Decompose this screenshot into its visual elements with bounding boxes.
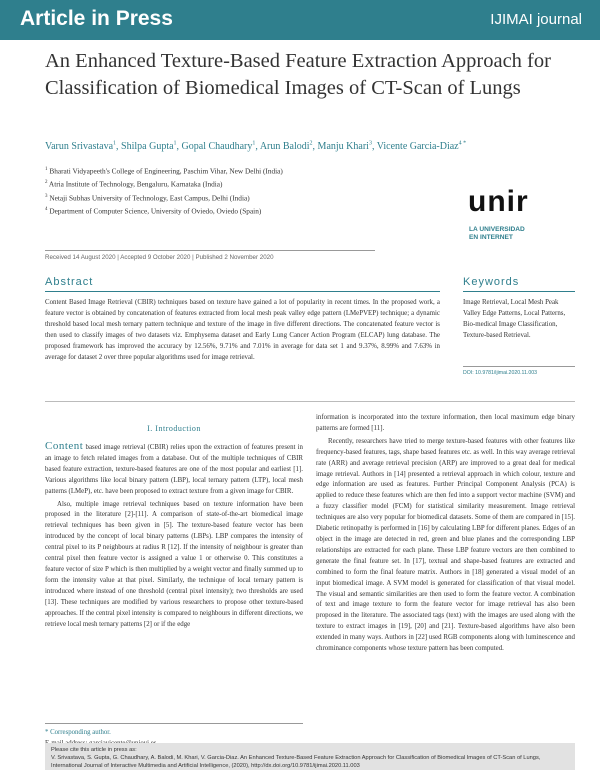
abstract-heading: Abstract bbox=[45, 276, 440, 292]
author: Manju Khari$^3$, bbox=[317, 141, 377, 153]
affiliation: $^3$ Netaji Subhas University of Technology, East Campus, Delhi (India) bbox=[45, 193, 250, 203]
body-column-left bbox=[45, 441, 303, 630]
citation-box bbox=[45, 743, 575, 770]
publication-dates: Received 14 August 2020 | Accepted 9 October 2020 | Published 2 November 2020 bbox=[45, 250, 375, 261]
citation-text: V. Srivastava, S. Gupta, G. Chaudhary, A. Balodi, M. Khari, V. Garcia-Diaz. An Enhanced Texture-Based Feature Extraction Approach for Classification of Biomedical Images of CT-Scan of Lungs, International Journal of Interactive Multimedia and Artificial Intelligence, (2020), http://dx.doi.org/10.9781/ijimai.2020.11.003 bbox=[51, 755, 541, 769]
keywords-text: Image Retrieval, Local Mesh Peak Valley Edge Patterns, Local Patterns, Bio-medical Image Classification, Texture-based Retrieval. bbox=[463, 299, 566, 339]
dropcap-word: Content bbox=[45, 440, 84, 452]
doi-link[interactable]: DOI: 10.9781/ijimai.2020.11.003 bbox=[463, 366, 575, 376]
author: Arun Balodi$^2$, bbox=[259, 141, 318, 153]
logo-tagline-2: EN INTERNET bbox=[469, 234, 513, 241]
author: Varun Srivastava$^1$, bbox=[45, 141, 122, 153]
author: Gopal Chaudhary$^1$, bbox=[181, 141, 260, 153]
author-list bbox=[45, 138, 585, 153]
unir-logo bbox=[468, 185, 563, 247]
paragraph: information is incorporated into the texture information, then local maximum edge binary patterns are formed [11]. bbox=[316, 414, 575, 432]
body-column-right bbox=[316, 413, 575, 655]
paragraph: Content based image retrieval (CBIR) relies upon the extraction of features present in an image to fetch related images from a database. Out of the multiple techniques of CBIR based feature extraction, texture-based features are one of the most popular and earliest [1]. Various algorithms like local binary pattern (LBP), local ternary pattern (LTP), local mesh patterns (LMeP), etc. have been proposed to extract texture from a given image for CBIR. bbox=[45, 440, 303, 495]
keywords-heading: Keywords bbox=[463, 276, 575, 292]
footnote-label: * Corresponding author. bbox=[45, 729, 111, 736]
journal-name: IJIMAI journal bbox=[490, 11, 582, 28]
paper-title: An Enhanced Texture-Based Feature Extraction Approach for Classification of Biomedical Images of CT-Scan of Lungs bbox=[45, 50, 551, 99]
affiliation-list bbox=[45, 164, 445, 218]
affiliation: $^1$ Bharati Vidyapeeth's College of Engineering, Paschim Vihar, New Delhi (India) bbox=[45, 166, 283, 176]
affiliation: $^4$ Department of Computer Science, University of Oviedo, Oviedo (Spain) bbox=[45, 206, 262, 216]
author: Shilpa Gupta$^1$, bbox=[121, 141, 182, 153]
abstract-text: Content Based Image Retrieval (CBIR) techniques based on texture have gained a lot of popularity in recent times. In the proposed work, a feature vector is obtained by concatenation of features extracted from local mesh peak valley edge pattern (LMePVEP) technique; a dynamic threshold based local mesh ternary pattern technique and texture of the image in five different directions. The concatenated feature vector is then used to classify images of two datasets viz. Emphysema dataset and Early Lung Cancer Action Program (ELCAP) lung database. The proposed framework has improved the accuracy by 12.56%, 9.71% and 7.01% in average for data set 1 and 9.37%, 8.99% and 7.63% in average for dataset 2 over three popular algorithms used for image retrieval. bbox=[45, 299, 440, 361]
section-heading-introduction: I. Introduction bbox=[147, 424, 201, 433]
paragraph: Recently, researchers have tried to merge texture-based features with other features like frequency-based features, tags, shape based features etc. as well. In this way average retrieval rate (ARR) and average retrieval precision (ARP) are improved to a great deal for medical image retrieval. Authors in [14] presented a retrieval approach in which colour, texture and edge information are used as features. Further Principal Component Analysis (PCA) is applied to reduce these features which are then fed into a support vector machine (SVM) and a fuzzy classifier model (FCM) for statistical similarity measurement. Image retrieval techniques are also very popular for biomedical datasets. Some of them are compared in [15]. Diabetic retinopathy is performed in [16] by calculating LBP for different planes. Edges of an object in the image are detected in red, green and blue planes and the corresponding LBP relationships are extracted for each plane. These LBP feature vectors are then combined to generate the final feature set. In [17], textual and shape-based features are extracted and combined to form the final feature matrix. Authors in [18] generated a visual model of an input biomedical image. A SVM model is generated for classification of that visual model. The visual and semantic similarities are then used to form the feature vector. A combination of text and image texture to form the feature vector for image retrieval has also been proposed in the literature. The associated tags (text) with the images are used along with the texture to extract images in [19], [20] and [21]. Texture-based algorithms have also been extended in many ways. Authors in [22] used RGB components along with luminescence and chrominance components whose texture pattern has been computed. bbox=[316, 437, 575, 653]
divider bbox=[45, 401, 575, 402]
article-status: Article in Press bbox=[20, 7, 173, 30]
citation-label: Please cite this article in press as: bbox=[51, 747, 137, 753]
top-banner bbox=[0, 0, 600, 40]
logo-mark: unir bbox=[468, 185, 529, 218]
author: Vicente Garcia-Diaz$^{4 *}$ bbox=[376, 141, 467, 153]
paragraph: Also, multiple image retrieval techniques based on texture information have been proposed in the literature [2]-[11]. A comparison of state-of-the-art biomedical image retrieval techniques has been given in [5]. The texture-based feature vector has been introduced by the concept of local binary patterns (LBPs). LBP compares the intensity of central pixel to its P neighbours at radius R [12]. If the intensity of neighbour is greater than central pixel then feature vector is assigned a value 1 or otherwise 0. This constitutes a feature vector of size P which is then multiplied by a weight vector and finally summed up to form the intensity value at that pixel. Similarly, the technique of local ternary pattern is introduced where instead of one threshold (central pixel intensity); two thresholds are used [13]. These techniques are modified by various researchers to propose other texture-based approaches. If the central pixel intensity is compared to neighbours in different directions, we retrieve local mesh ternary patterns [2] or if the edge bbox=[45, 500, 303, 628]
affiliation: $^2$ Atria Institute of Technology, Bengaluru, Karnataka (India) bbox=[45, 179, 223, 189]
logo-tagline-1: LA UNIVERSIDAD bbox=[469, 226, 525, 233]
